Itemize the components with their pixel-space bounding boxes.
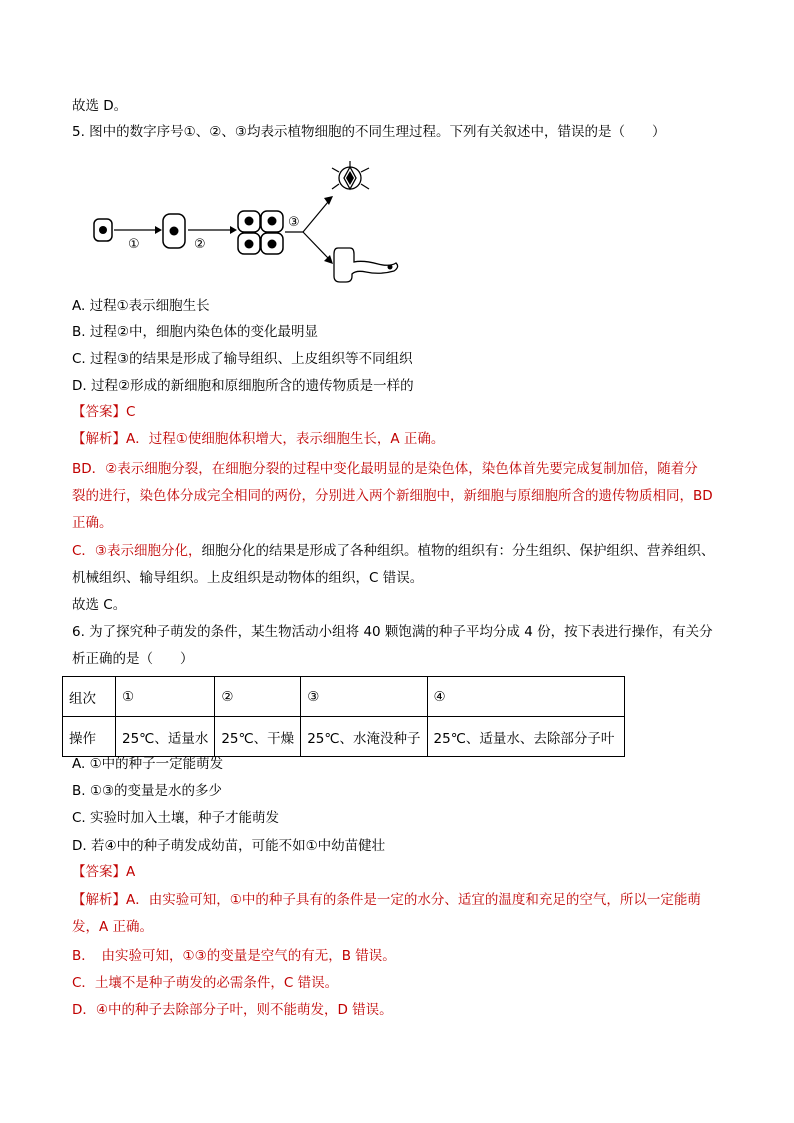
table-cell: 操作 bbox=[63, 717, 116, 757]
q5-analysis-c-red: C．③表示细胞分化， bbox=[72, 543, 202, 559]
q6-analysis-b: B． 由实验可知，①③的变量是空气的有无，B 错误。 bbox=[72, 948, 396, 964]
q6-answer: 【答案】A bbox=[72, 864, 136, 880]
experiment-table bbox=[62, 676, 625, 757]
q6-option-a: A. ①中的种子一定能萌发 bbox=[72, 756, 224, 772]
stoma-cell-icon bbox=[332, 161, 369, 189]
q5-option-b: B. 过程②中，细胞内染色体的变化最明显 bbox=[72, 324, 318, 340]
q6-analysis-a-2: 发，A 正确。 bbox=[72, 919, 154, 935]
q6-option-c: C. 实验时加入土壤，种子才能萌发 bbox=[72, 810, 280, 826]
q6-analysis-a-red: ①中的种子具有的条件是一定的水分、 bbox=[229, 892, 458, 908]
table-row bbox=[63, 717, 625, 757]
q5-conclusion: 故选 C。 bbox=[72, 597, 127, 613]
table-cell: 25℃、水淹没种子 bbox=[301, 717, 427, 757]
q6-option-d: D. 若④中的种子萌发成幼苗，可能不如①中幼苗健壮 bbox=[72, 838, 386, 854]
q5-analysis-a: 【解析】A．过程①使细胞体积增大，表示细胞生长，A 正确。 bbox=[72, 431, 445, 447]
table-cell: ① bbox=[116, 677, 215, 717]
table-cell: ② bbox=[215, 677, 301, 717]
q5-analysis-c-2: 机械组织、输导组织。上皮组织是动物体的组织，C 错误。 bbox=[72, 570, 424, 586]
table-cell: ③ bbox=[301, 677, 427, 717]
q6-stem-2: 析正确的是（ ） bbox=[72, 651, 194, 667]
q6-analysis-a-post: 适宜的温度和充足的空气，所以一定能萌 bbox=[457, 892, 701, 908]
q5-answer: 【答案】C bbox=[72, 404, 136, 420]
small-cell-icon bbox=[94, 219, 112, 241]
process-label-3: ③ bbox=[288, 215, 300, 230]
q5-analysis-bd-3: 正确。 bbox=[72, 515, 113, 531]
q6-analysis-a-1 bbox=[72, 890, 701, 910]
root-hair-cell-icon bbox=[334, 248, 398, 282]
table-row bbox=[63, 677, 625, 717]
table-cell: 25℃、适量水、去除部分子叶 bbox=[427, 717, 624, 757]
table-cell: 组次 bbox=[63, 677, 116, 717]
q6-stem-1: 6. 为了探究种子萌发的条件，某生物活动小组将 40 颗饱满的种子平均分成 4 份，按下表进行操作，有关分 bbox=[72, 624, 713, 640]
q6-analysis-c: C．土壤不是种子萌发的必需条件，C 错误。 bbox=[72, 975, 339, 991]
q5-analysis-c-rest: 细胞分化的结果是形成了各种组织。植物的组织有：分生组织、保护组织、营养组织、 bbox=[201, 543, 715, 559]
q6-analysis-d: D．④中的种子去除部分子叶，则不能萌发，D 错误。 bbox=[72, 1002, 393, 1018]
q5-analysis-bd-1: BD．②表示细胞分裂，在细胞分裂的过程中变化最明显的是染色体，染色体首先要完成复制加倍，随着分 bbox=[72, 461, 698, 477]
grown-cell-icon bbox=[163, 214, 185, 248]
process-label-2: ② bbox=[194, 237, 206, 252]
q5-option-a: A. 过程①表示细胞生长 bbox=[72, 298, 210, 314]
table-cell: 25℃、适量水 bbox=[116, 717, 215, 757]
q5-option-d: D. 过程②形成的新细胞和原细胞所含的遗传物质是一样的 bbox=[72, 378, 414, 394]
q5-analysis-bd-2: 裂的进行，染色体分成完全相同的两份，分别进入两个新细胞中，新细胞与原细胞所含的遗传物质相同，BD bbox=[72, 488, 713, 504]
divided-cells-icon bbox=[238, 211, 283, 254]
q6-analysis-a-pre: 【解析】A．由实验可知， bbox=[72, 892, 230, 908]
process-label-1: ① bbox=[128, 237, 140, 252]
q6-option-b: B. ①③的变量是水的多少 bbox=[72, 783, 223, 799]
q5-analysis-c-1 bbox=[72, 541, 715, 561]
table-cell: 25℃、干燥 bbox=[215, 717, 301, 757]
q5-stem: 5. 图中的数字序号①、②、③均表示植物细胞的不同生理过程。下列有关叙述中，错误的是（ ） bbox=[72, 124, 666, 140]
cell-process-diagram bbox=[88, 156, 418, 286]
q5-option-c: C. 过程③的结果是形成了输导组织、上皮组织等不同组织 bbox=[72, 351, 413, 367]
prev-conclusion: 故选 D。 bbox=[72, 98, 128, 114]
table-cell: ④ bbox=[427, 677, 624, 717]
